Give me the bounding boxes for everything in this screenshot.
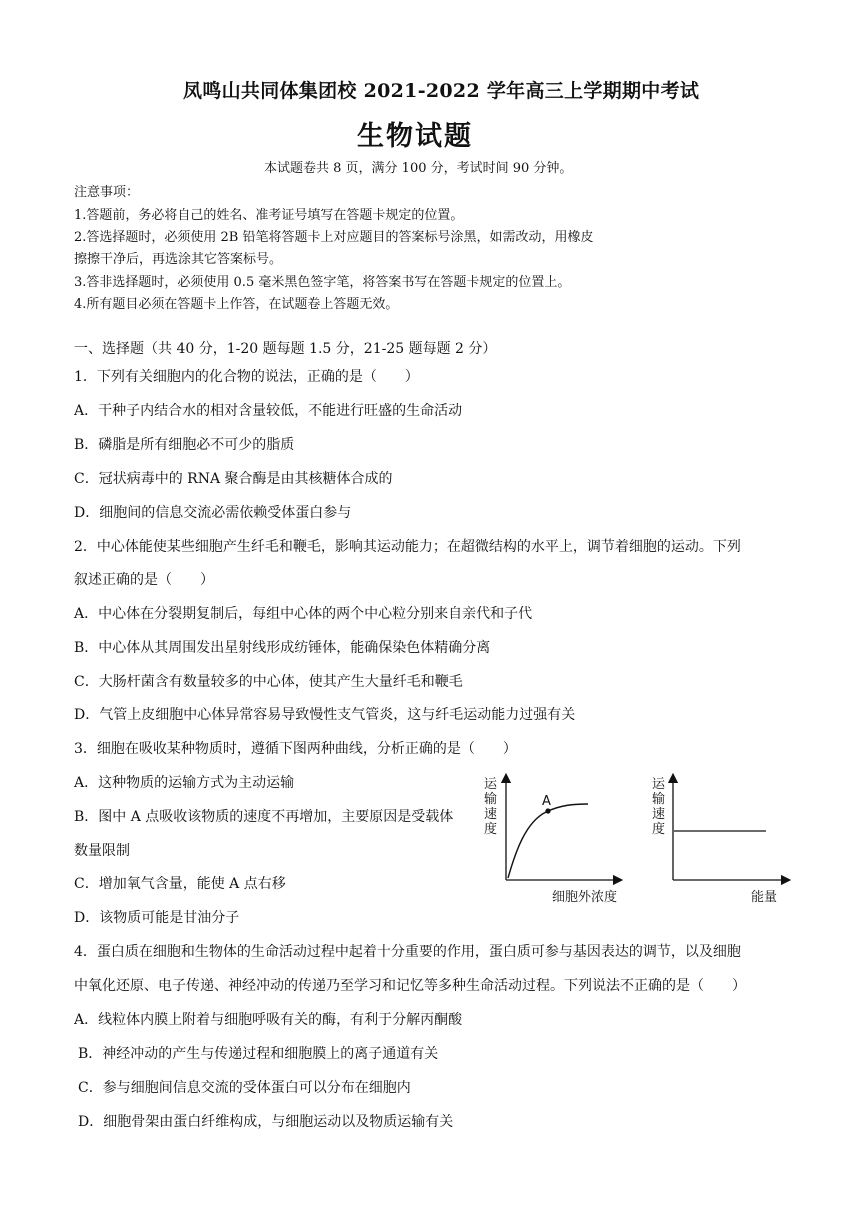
exam-title: 凤鸣山共同体集团校 2021-2022 学年高三上学期期中考试 — [183, 80, 700, 102]
question-4-option-b: B．神经冲动的产生与传递过程和细胞膜上的离子通道有关 — [78, 1046, 439, 1062]
note-item: 2.答选择题时，必须使用 2B 铅笔将答题卡上对应题目的答案标号涂黑，如需改动，用橡皮 — [74, 230, 594, 245]
right-ylabel-char: 输 — [652, 792, 666, 807]
question-3-figure — [468, 770, 798, 910]
question-3-option-c: C．增加氧气含量，能使 A 点右移 — [74, 876, 286, 892]
left-ylabel-char: 输 — [484, 792, 498, 807]
question-1-option-d: D．细胞间的信息交流必需依赖受体蛋白参与 — [74, 505, 352, 521]
left-xlabel: 细胞外浓度 — [552, 890, 618, 905]
question-2-option-a: A．中心体在分裂期复制后，每组中心体的两个中心粒分别来自亲代和子代 — [74, 606, 533, 622]
note-item: 1.答题前，务必将自己的姓名、准考证号填写在答题卡规定的位置。 — [74, 208, 464, 223]
question-4-option-c: C．参与细胞间信息交流的受体蛋白可以分布在细胞内 — [78, 1080, 411, 1096]
exam-info: 本试题卷共 8 页，满分 100 分，考试时间 90 分钟。 — [264, 161, 573, 176]
note-item: 擦擦干净后，再选涂其它答案标号。 — [74, 252, 283, 267]
right-ylabel-char: 度 — [652, 822, 666, 837]
question-1-option-c: C．冠状病毒中的 RNA 聚合酶是由其核糖体合成的 — [74, 471, 393, 487]
note-item: 4.所有题目必须在答题卡上作答，在试题卷上答题无效。 — [74, 297, 399, 312]
question-3-option-a: A．这种物质的运输方式为主动运输 — [74, 775, 295, 791]
question-1-option-b: B．磷脂是所有细胞必不可少的脂质 — [74, 437, 295, 453]
question-2-stem-line2: 叙述正确的是（ ） — [74, 572, 214, 588]
left-ylabel-char: 速 — [484, 807, 498, 822]
subject-title: 生物试题 — [357, 121, 473, 152]
question-4-option-d: D．细胞骨架由蛋白纤维构成，与细胞运动以及物质运输有关 — [78, 1114, 454, 1130]
question-4-stem-line2: 中氧化还原、电子传递、神经冲动的传递乃至学习和记忆等多种生命活动过程。下列说法不正确的是（ ） — [74, 978, 746, 994]
left-ylabel-char: 运 — [484, 777, 498, 792]
question-3-option-b-line2: 数量限制 — [74, 843, 130, 859]
left-ylabel-char: 度 — [484, 822, 498, 837]
question-4-stem-line1: 4．蛋白质在细胞和生物体的生命活动过程中起着十分重要的作用，蛋白质可参与基因表达的调节，以及细胞 — [74, 944, 741, 960]
right-xlabel: 能量 — [751, 890, 778, 905]
point-a — [545, 808, 550, 813]
notes-heading: 注意事项： — [74, 185, 140, 200]
right-ylabel-char: 运 — [652, 777, 666, 792]
question-3-option-d: D．该物质可能是甘油分子 — [74, 910, 240, 926]
question-3-option-b-line1: B．图中 A 点吸收该物质的速度不再增加，主要原因是受载体 — [74, 809, 454, 825]
note-item: 3.答非选择题时，必须使用 0.5 毫米黑色签字笔，将答案书写在答题卡规定的位置上。 — [74, 275, 571, 290]
point-a-label: A — [542, 794, 551, 809]
section-heading: 一、选择题（共 40 分，1-20 题每题 1.5 分，21-25 题每题 2 分） — [74, 341, 497, 357]
question-2-stem-line1: 2．中心体能使某些细胞产生纤毛和鞭毛，影响其运动能力；在超微结构的水平上，调节着细胞的运动。下列 — [74, 539, 741, 555]
right-ylabel-char: 速 — [652, 807, 666, 822]
question-1-stem: 1．下列有关细胞内的化合物的说法，正确的是（ ） — [74, 369, 419, 385]
question-2-option-b: B．中心体从其周围发出星射线形成纺锤体，能确保染色体精确分离 — [74, 640, 491, 656]
question-1-option-a: A．干种子内结合水的相对含量较低，不能进行旺盛的生命活动 — [74, 403, 463, 419]
question-4-option-a: A．线粒体内膜上附着与细胞呼吸有关的酶，有利于分解丙酮酸 — [74, 1012, 463, 1028]
question-2-option-d: D．气管上皮细胞中心体异常容易导致慢性支气管炎，这与纤毛运动能力过强有关 — [74, 707, 576, 723]
left-saturation-curve — [508, 804, 588, 878]
question-3-stem: 3．细胞在吸收某种物质时，遵循下图两种曲线，分析正确的是（ ） — [74, 741, 517, 757]
question-2-option-c: C．大肠杆菌含有数量较多的中心体，使其产生大量纤毛和鞭毛 — [74, 674, 463, 690]
